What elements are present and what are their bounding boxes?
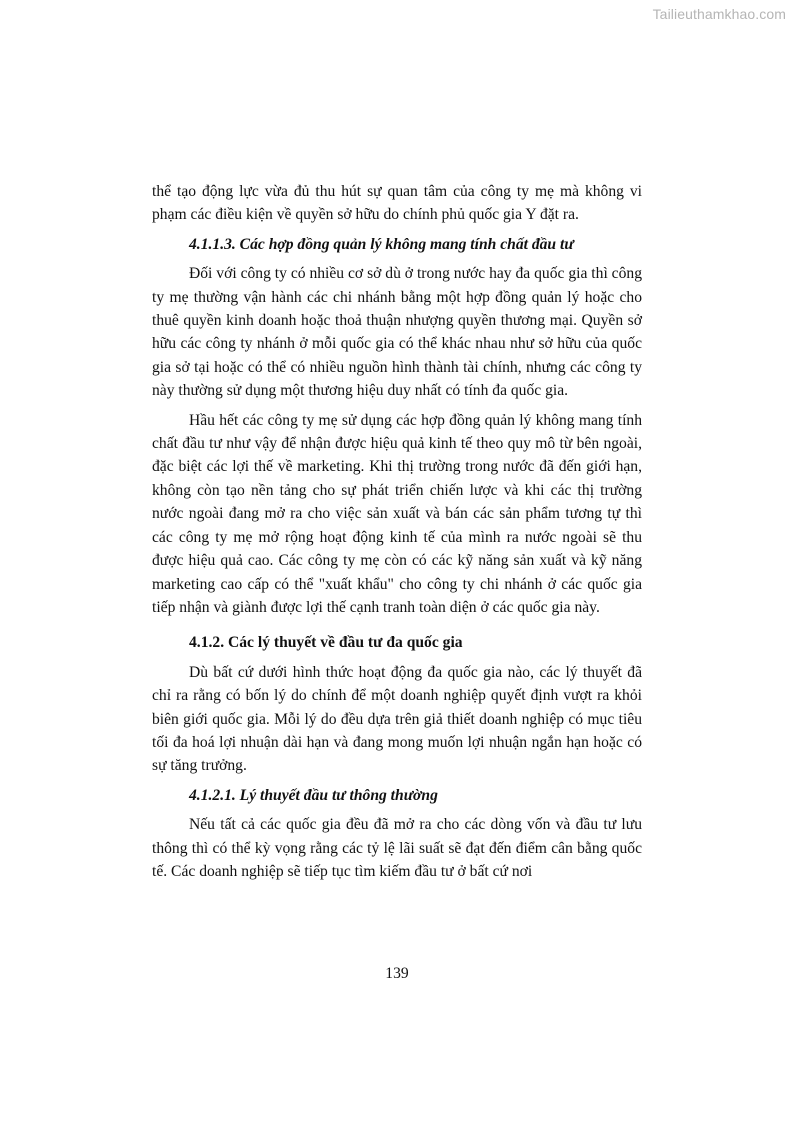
paragraph-investment-theories: Dù bất cứ dưới hình thức hoạt động đa quốc gia nào, các lý thuyết đã chỉ ra rằng có bốn lý do chính để một doanh nghiệp quyết định vượt ra khỏi biên giới quốc gia. Mỗi lý do đều dựa trên giả thiết doanh nghiệp có mục tiêu tối đa hoá lợi nhuận dài hạn và đang mong muốn lợi nhuận ngắn hạn hoặc có sự tăng trưởng. (152, 663, 642, 775)
section-heading-4-1-1-3: 4.1.1.3. Các hợp đồng quản lý không mang tính chất đầu tư (189, 235, 574, 253)
paragraph-conventional-investment: Nếu tất cả các quốc gia đều đã mở ra cho các dòng vốn và đầu tư lưu thông thì có thể kỳ vọng rằng các tỷ lệ lãi suất sẽ đạt đến điểm cân bằng quốc tế. Các doanh nghiệp sẽ tiếp tục tìm kiếm đầu tư ở bất cứ nơi (152, 816, 642, 880)
section-heading-4-1-2-1: 4.1.2.1. Lý thuyết đầu tư thông thường (189, 786, 438, 804)
page-number: 139 (385, 965, 409, 982)
paragraph-management-contracts: Đối với công ty có nhiều cơ sở dù ở trong nước hay đa quốc gia thì công ty mẹ thường vận hành các chi nhánh bằng một hợp đồng quản lý hoặc cho thuê quyền kinh doanh hoặc thoả thuận nhượng quyền thương mại. Quyền sở hữu các công ty nhánh ở mỗi quốc gia có thể khác nhau như sở hữu của quốc gia sở tại hoặc có thể có nhiều nguồn hình thành tài chính, nhưng các công ty này thường sử dụng một thương hiệu duy nhất có tính đa quốc gia. (152, 265, 642, 400)
watermark-text: Tailieuthamkhao.com (652, 6, 786, 22)
paragraph-parent-companies: Hầu hết các công ty mẹ sử dụng các hợp đồng quản lý không mang tính chất đầu tư như vậy để nhận được hiệu quả kinh tế theo quy mô từ bên ngoài, đặc biệt các lợi thế về marketing. Khi thị trường trong nước đã đến giới hạn, không còn tạo nền tảng cho sự phát triển chiến lược và khi các thị trường nước ngoài đang mở ra cho việc sản xuất và bán các sản phẩm tương tự thì các công ty mẹ mở rộng hoạt động kinh tế của mình ra nước ngoài sẽ thu được hiệu quả cao. Các công ty mẹ còn có các kỹ năng sản xuất và kỹ năng marketing cao cấp có thể "xuất khẩu" cho công ty chi nhánh ở các quốc gia tiếp nhận và giành được lợi thế cạnh tranh toàn diện ở các quốc gia này. (152, 411, 642, 616)
page-body (152, 180, 642, 883)
paragraph-continuation: thể tạo động lực vừa đủ thu hút sự quan tâm của công ty mẹ mà không vi phạm các điều kiện về quyền sở hữu do chính phủ quốc gia Y đặt ra. (152, 183, 642, 224)
section-heading-4-1-2: 4.1.2. Các lý thuyết về đầu tư đa quốc gia (189, 634, 463, 652)
